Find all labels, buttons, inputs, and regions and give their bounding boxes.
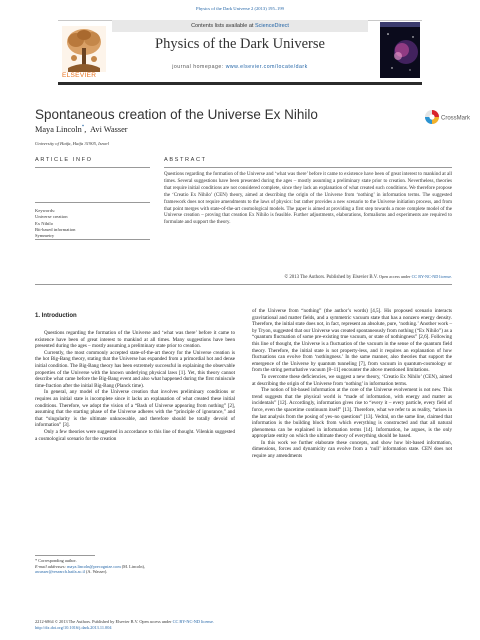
paragraph: The notion of bit-based information at the core of the Universe evolvement is not new. This trend suggests that the physical world is “made of information, with energy and matter as incidentals” [12]. Accordingly, information gives rise to “every it – every particle, every field of force, even the spacetime continuum itself” [13]. Therefore, what we refer to as reality, “arises in the last analysis from the posing of yes–no questions” [13]. Vedral, on the same line, claimed that information is the building block from which everything is constructed and that all natural phenomena can be explained in information terms [14]. Information, he argues, is the only appropriate entity on which the ultimate theory of everything should be based. — [252, 387, 452, 440]
keyword: Universe creation — [35, 214, 68, 220]
keyword: Ex Nihilo — [35, 220, 53, 226]
elsevier-wordmark: ELSEVIER — [62, 72, 97, 79]
journal-title: Physics of the Dark Universe — [155, 36, 325, 52]
author-mark[interactable]: * — [81, 125, 85, 131]
email-link[interactable]: awasser@research.haifa.ac.il — [35, 569, 85, 575]
paragraph: In general, any model of the Universe creation that involves preliminary conditions or requires an initial state is incomplete since it lacks an explanation of what created these initial conditions. Therefore, we adopt the vision of a “Bash of Universe appearing from nothing” [2], assuming that the starting phase of the Universe adheres with the “principle of ignorance,” and that “singularity is the ultimate unknowable, and therefore should be totally devoid of information” [3]. — [35, 389, 235, 429]
homepage-prefix: journal homepage: — [172, 64, 224, 70]
divider — [35, 202, 150, 203]
copyright-text: © 2013 The Authors. Published by Elsevier B.V. — [284, 275, 378, 280]
footnote-mark: * — [35, 558, 38, 563]
author-name[interactable]: Avi Wasser — [90, 125, 128, 134]
license-prefix: Open access under — [379, 274, 411, 279]
paragraph: In this work we further elaborate these concepts, and show how bit-based information, dimensions, forces and dynamicity can evolve from a ‘null’ information state. CEN does not require any amendments — [252, 439, 452, 460]
paragraph: Currently, the most commonly accepted state-of-the-art theory for the Universe creation is the hot Big-Bang theory, stating that the Universe has expanded from a primordial hot and dense initial condition. The Big-Bang theory has been extremely successful in explaining the observable properties of the Universe with the known underlying physical laws [1]. Yet, this theory cannot describe what came before the Big-Bang event and also what happened during the first miniscule time-fraction after the initial Big-Bang (Planck time). — [35, 349, 235, 389]
license-link[interactable]: CC BY-NC-ND license. — [172, 619, 215, 624]
section-heading: 1. Introduction — [35, 313, 77, 319]
body-column-right — [252, 308, 452, 460]
keywords-label: Keywords: — [35, 208, 56, 213]
homepage-link[interactable]: www.elsevier.com/locate/dark — [225, 64, 308, 70]
keywords-list — [35, 208, 75, 239]
abstract-heading: ABSTRACT — [164, 157, 207, 163]
abstract-copyright — [164, 274, 452, 280]
license-prefix: Open access under — [139, 619, 172, 624]
page-footer — [35, 619, 445, 630]
running-head[interactable]: Physics of the Dark Universe 2 (2013) 195–199 — [196, 6, 284, 11]
divider — [164, 167, 452, 168]
paragraph: Only a few theories were suggested in accordance to this line of thought. Vilenkin suggested a cosmological scenario for the creation — [35, 428, 235, 442]
body-column-left — [35, 330, 235, 442]
elsevier-tree-logo[interactable] — [62, 26, 106, 74]
svg-text:CrossMark: CrossMark — [441, 115, 471, 122]
email-owner: (M. Lincoln), — [121, 563, 146, 569]
paragraph: of the Universe from “nothing” (the author’s words) [4,5]. His proposed scenario interacts gravitational and matter fields, and a symmetric vacuum state that has a nonzero energy density. Therefore, the initial state does not, in fact, represent an absolute, pure, ‘nothing.’ Another work – by Tryon, suggested that our Universe was created spontaneously from nothing (“Ex Nihilo”) as a “quantum fluctuation of some pre-existing true vacuum, or state of nothingness” [2,6]. Following this line of thought, the Universe is a fluctuation of the vacuum in the sense of the quantum field theory. Therefore, the initial state is not property-less, and it requires an explanation of how fluctuations can evolve from ‘nothingness.’ In the same manner, also theories that support the emergence of the Universe by quantum tunneling [7], from vacuum in quantum-cosmology or from the string perturbative vacuum [8–11] encounter the above mentioned limitations. — [252, 308, 452, 374]
doi-link[interactable]: http://dx.doi.org/10.1016/j.dark.2013.11.004 — [35, 624, 112, 630]
footnote-label: Corresponding author. — [38, 558, 77, 563]
crossmark-logo[interactable] — [424, 108, 471, 126]
footnote — [35, 558, 235, 575]
affiliation: University of Haifa, Haifa 31905, Israel — [35, 141, 109, 146]
abstract-text: Questions regarding the formation of the Universe and ‘what was there’ before it came to existence have been of great interest to mankind at all times. Several suggestions have been presented during the ages – mostly assuming a preliminary state prior to creation. Nevertheless, theories that require initial conditions are not considered complete, since they lack an explanation of what created such conditions. We therefore propose the ‘Creatio Ex Nihilo’ (CEN) theory, aimed at describing the origin of the Universe from ‘nothing’ in information terms. The suggested framework does not require amendments to the laws of physics: but rather provides a new scenario to the Universe initiation process, and from that point merges with state-of-the-art cosmological models. The paper is aimed at providing a first step towards a more complete model of the Universe creation – proving that creation Ex Nihilo is feasible. Further adjustments, elaborations, formalisms and experiments are required to formulate and support the theory. — [164, 172, 453, 226]
divider — [35, 284, 452, 285]
article-info-heading: ARTICLE INFO — [35, 157, 93, 163]
sciencedirect-link[interactable]: ScienceDirect — [254, 23, 289, 29]
article-title: Spontaneous creation of the Universe Ex Nihilo — [35, 107, 318, 122]
paragraph: Questions regarding the formation of the Universe and ‘what was there’ before it came to existence have been of great interest to mankind at all times. Many suggestions have been presented during the ages – mostly assuming a preliminary state prior to creation. — [35, 330, 235, 350]
footnote-divider — [35, 555, 95, 556]
journal-homepage — [112, 64, 368, 70]
email-link[interactable]: maya.lincoln@precognize.com — [67, 563, 121, 569]
contents-prefix: Contents lists available at — [191, 23, 254, 29]
keyword: Symmetry — [35, 233, 55, 239]
author-name[interactable]: Maya Lincoln — [35, 125, 82, 134]
issn-line: 2212-6864 © 2013 The Authors. Published by Elsevier B.V. — [35, 619, 139, 624]
email-owner: (A. Wasser). — [85, 569, 108, 575]
author-list: Maya Lincoln*, Avi Wasser — [35, 125, 128, 134]
keyword: Bit-based information — [35, 226, 76, 232]
paragraph: To overcome these deficiencies, we suggest a new theory, ‘Creatio Ex Nihilo’ (CEN), aimed at describing the origin of the Universe from ‘nothing’ in information terms. — [252, 373, 452, 387]
contents-band — [112, 20, 368, 32]
divider — [35, 167, 150, 168]
license-link[interactable]: CC BY-NC-ND license. — [411, 274, 452, 279]
email-label: E-mail addresses: — [35, 563, 66, 569]
journal-cover-thumbnail[interactable] — [380, 22, 420, 78]
